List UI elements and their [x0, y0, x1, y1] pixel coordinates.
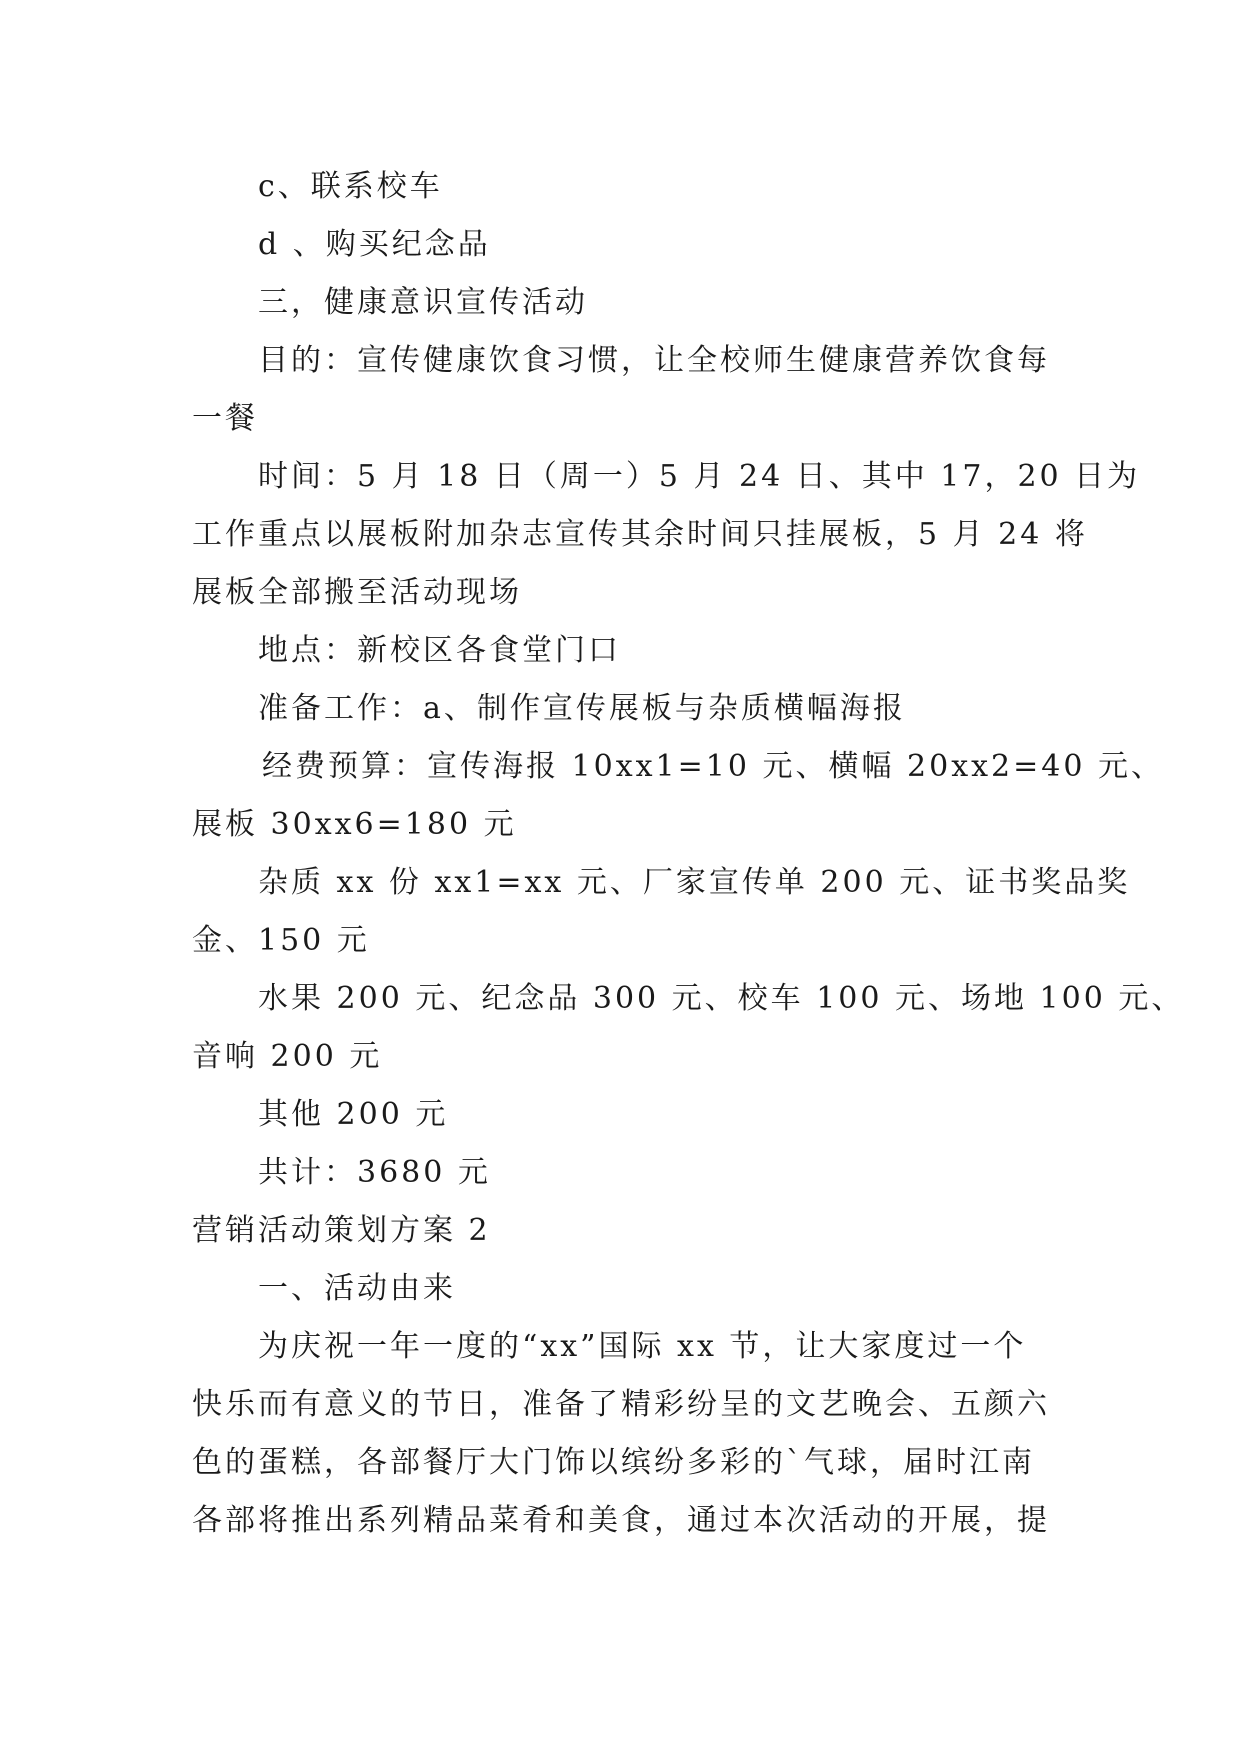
list-item-buy-souvenirs: d 、购买纪念品	[258, 227, 491, 262]
paragraph-budget-line-2: 展板 30xx6=180 元	[192, 807, 517, 842]
paragraph-budget-line-3: 杂质 xx 份 xx1=xx 元、厂家宣传单 200 元、证书奖品奖	[258, 865, 1131, 900]
document-title-plan-2: 营销活动策划方案 2	[192, 1213, 491, 1248]
paragraph-origin-line-3: 色的蛋糕，各部餐厅大门饰以缤纷多彩的`气球，届时江南	[192, 1445, 1035, 1480]
document-body	[192, 158, 1185, 1550]
paragraph-location: 地点：新校区各食堂门口	[258, 633, 621, 668]
paragraph-budget-other: 其他 200 元	[258, 1097, 449, 1132]
paragraph-origin-line-1: 为庆祝一年一度的“xx”国际 xx 节，让大家度过一个	[258, 1329, 1027, 1364]
section-heading-health-campaign: 三，健康意识宣传活动	[258, 285, 588, 320]
paragraph-time-line-2: 工作重点以展板附加杂志宣传其余时间只挂展板，5 月 24 将	[192, 517, 1088, 552]
paragraph-purpose-line-1: 目的：宣传健康饮食习惯，让全校师生健康营养饮食每	[258, 343, 1050, 378]
section-heading-origin: 一、活动由来	[258, 1271, 456, 1306]
paragraph-time-line-1: 时间：5 月 18 日（周一）5 月 24 日、其中 17，20 日为	[258, 459, 1141, 494]
paragraph-budget-total: 共计：3680 元	[258, 1155, 491, 1190]
list-item-contact-school-bus: c、联系校车	[258, 169, 443, 204]
paragraph-origin-line-2: 快乐而有意义的节日，准备了精彩纷呈的文艺晚会、五颜六	[192, 1387, 1050, 1422]
paragraph-preparation: 准备工作：a、制作宣传展板与杂质横幅海报	[258, 691, 906, 726]
paragraph-budget-line-6: 音响 200 元	[192, 1039, 383, 1074]
paragraph-purpose-line-2: 一餐	[192, 401, 258, 436]
paragraph-budget-line-1: 经费预算：宣传海报 10xx1=10 元、横幅 20xx2=40 元、	[262, 749, 1164, 784]
paragraph-budget-line-5: 水果 200 元、纪念品 300 元、校车 100 元、场地 100 元、	[258, 981, 1185, 1016]
paragraph-budget-line-4: 金、150 元	[192, 923, 370, 958]
paragraph-origin-line-4: 各部将推出系列精品菜肴和美食，通过本次活动的开展，提	[192, 1503, 1050, 1538]
paragraph-time-line-3: 展板全部搬至活动现场	[192, 575, 522, 610]
